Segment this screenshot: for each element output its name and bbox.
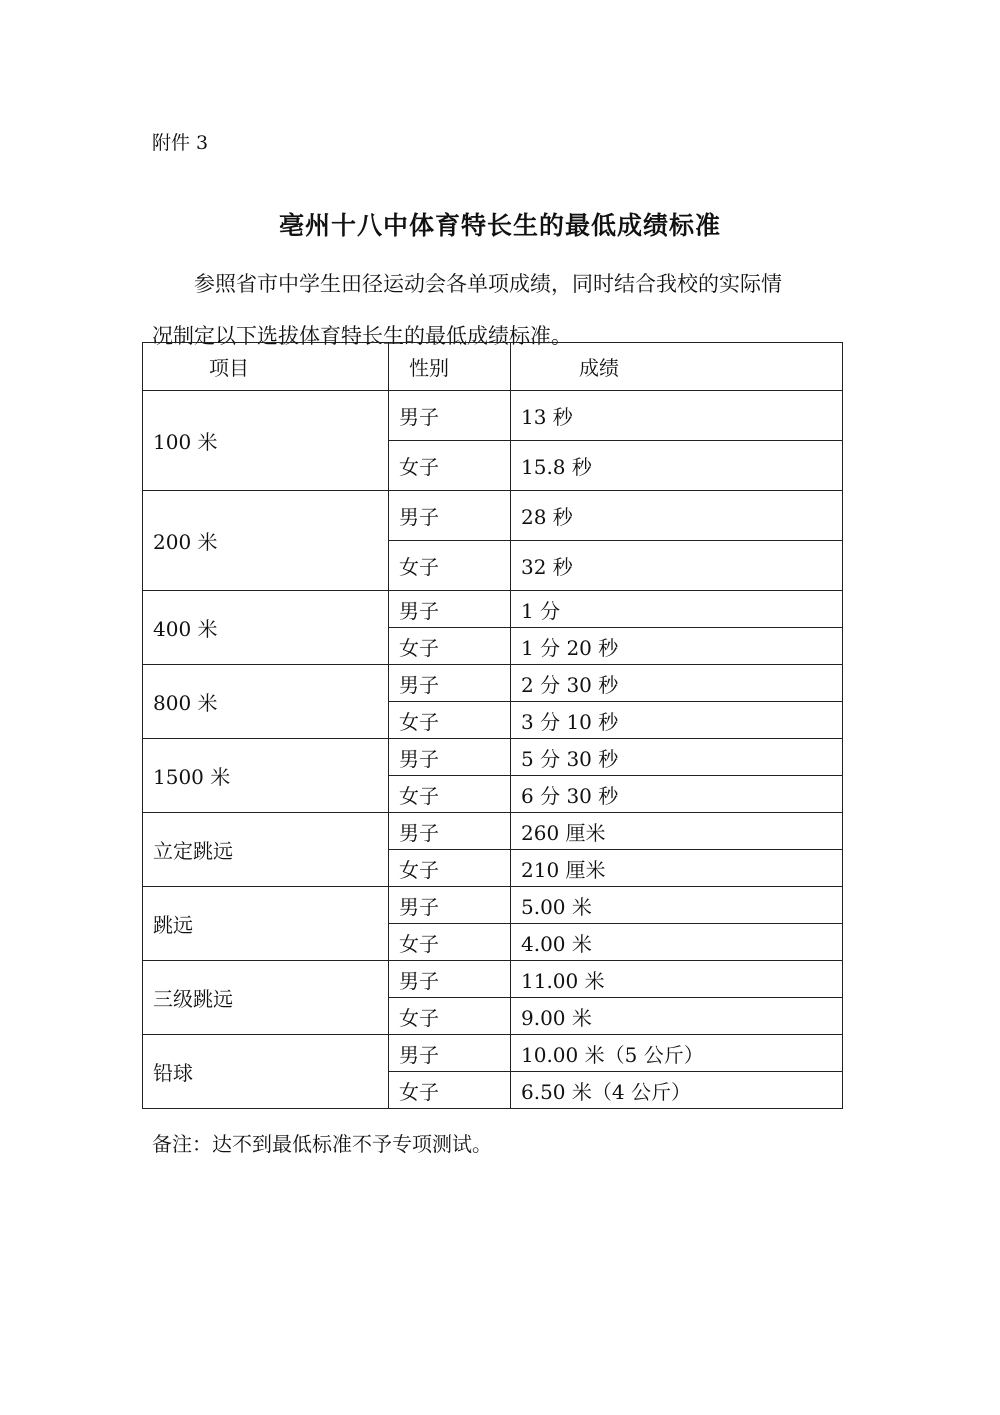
score-female: 6 分 30 秒 bbox=[511, 776, 843, 813]
header-score: 成绩 bbox=[511, 343, 843, 391]
header-event: 项目 bbox=[143, 343, 389, 391]
score-female: 210 厘米 bbox=[511, 850, 843, 887]
gender-male: 男子 bbox=[389, 665, 511, 702]
event-name: 100 米 bbox=[143, 391, 389, 491]
table-row bbox=[143, 813, 843, 850]
table-header-row bbox=[143, 343, 843, 391]
score-male: 1 分 bbox=[511, 591, 843, 628]
gender-male: 男子 bbox=[389, 961, 511, 998]
table-row bbox=[143, 491, 843, 541]
event-name: 铅球 bbox=[143, 1035, 389, 1109]
table-row bbox=[143, 665, 843, 702]
score-female: 32 秒 bbox=[511, 541, 843, 591]
gender-male: 男子 bbox=[389, 813, 511, 850]
score-male: 13 秒 bbox=[511, 391, 843, 441]
gender-female: 女子 bbox=[389, 702, 511, 739]
page-title: 亳州十八中体育特长生的最低成绩标准 bbox=[278, 211, 721, 240]
score-female: 3 分 10 秒 bbox=[511, 702, 843, 739]
table-row bbox=[143, 391, 843, 441]
score-male: 2 分 30 秒 bbox=[511, 665, 843, 702]
gender-male: 男子 bbox=[389, 739, 511, 776]
table-row bbox=[143, 591, 843, 628]
score-female: 6.50 米（4 公斤） bbox=[511, 1072, 843, 1109]
table-row bbox=[143, 961, 843, 998]
gender-male: 男子 bbox=[389, 887, 511, 924]
event-name: 三级跳远 bbox=[143, 961, 389, 1035]
event-name: 1500 米 bbox=[143, 739, 389, 813]
gender-female: 女子 bbox=[389, 1072, 511, 1109]
score-female: 1 分 20 秒 bbox=[511, 628, 843, 665]
gender-female: 女子 bbox=[389, 924, 511, 961]
gender-female: 女子 bbox=[389, 998, 511, 1035]
score-male: 28 秒 bbox=[511, 491, 843, 541]
event-name: 立定跳远 bbox=[143, 813, 389, 887]
footnote: 备注：达不到最低标准不予专项测试。 bbox=[152, 1132, 492, 1156]
gender-male: 男子 bbox=[389, 1035, 511, 1072]
intro-line-2: 况制定以下选拔体育特长生的最低成绩标准。 bbox=[152, 324, 572, 348]
table-row bbox=[143, 1035, 843, 1072]
event-name: 400 米 bbox=[143, 591, 389, 665]
score-female: 9.00 米 bbox=[511, 998, 843, 1035]
score-male: 10.00 米（5 公斤） bbox=[511, 1035, 843, 1072]
event-name: 200 米 bbox=[143, 491, 389, 591]
intro-line-1: 参照省市中学生田径运动会各单项成绩，同时结合我校的实际情 bbox=[194, 272, 782, 296]
header-gender: 性别 bbox=[389, 343, 511, 391]
gender-female: 女子 bbox=[389, 776, 511, 813]
table-row bbox=[143, 739, 843, 776]
annex-label: 附件 3 bbox=[152, 132, 209, 154]
score-male: 5 分 30 秒 bbox=[511, 739, 843, 776]
gender-male: 男子 bbox=[389, 591, 511, 628]
score-male: 11.00 米 bbox=[511, 961, 843, 998]
score-male: 5.00 米 bbox=[511, 887, 843, 924]
gender-male: 男子 bbox=[389, 491, 511, 541]
event-name: 800 米 bbox=[143, 665, 389, 739]
score-female: 15.8 秒 bbox=[511, 441, 843, 491]
score-female: 4.00 米 bbox=[511, 924, 843, 961]
standards-table bbox=[142, 342, 843, 1109]
table-row bbox=[143, 887, 843, 924]
event-name: 跳远 bbox=[143, 887, 389, 961]
gender-female: 女子 bbox=[389, 541, 511, 591]
gender-male: 男子 bbox=[389, 391, 511, 441]
gender-female: 女子 bbox=[389, 628, 511, 665]
score-male: 260 厘米 bbox=[511, 813, 843, 850]
gender-female: 女子 bbox=[389, 850, 511, 887]
gender-female: 女子 bbox=[389, 441, 511, 491]
